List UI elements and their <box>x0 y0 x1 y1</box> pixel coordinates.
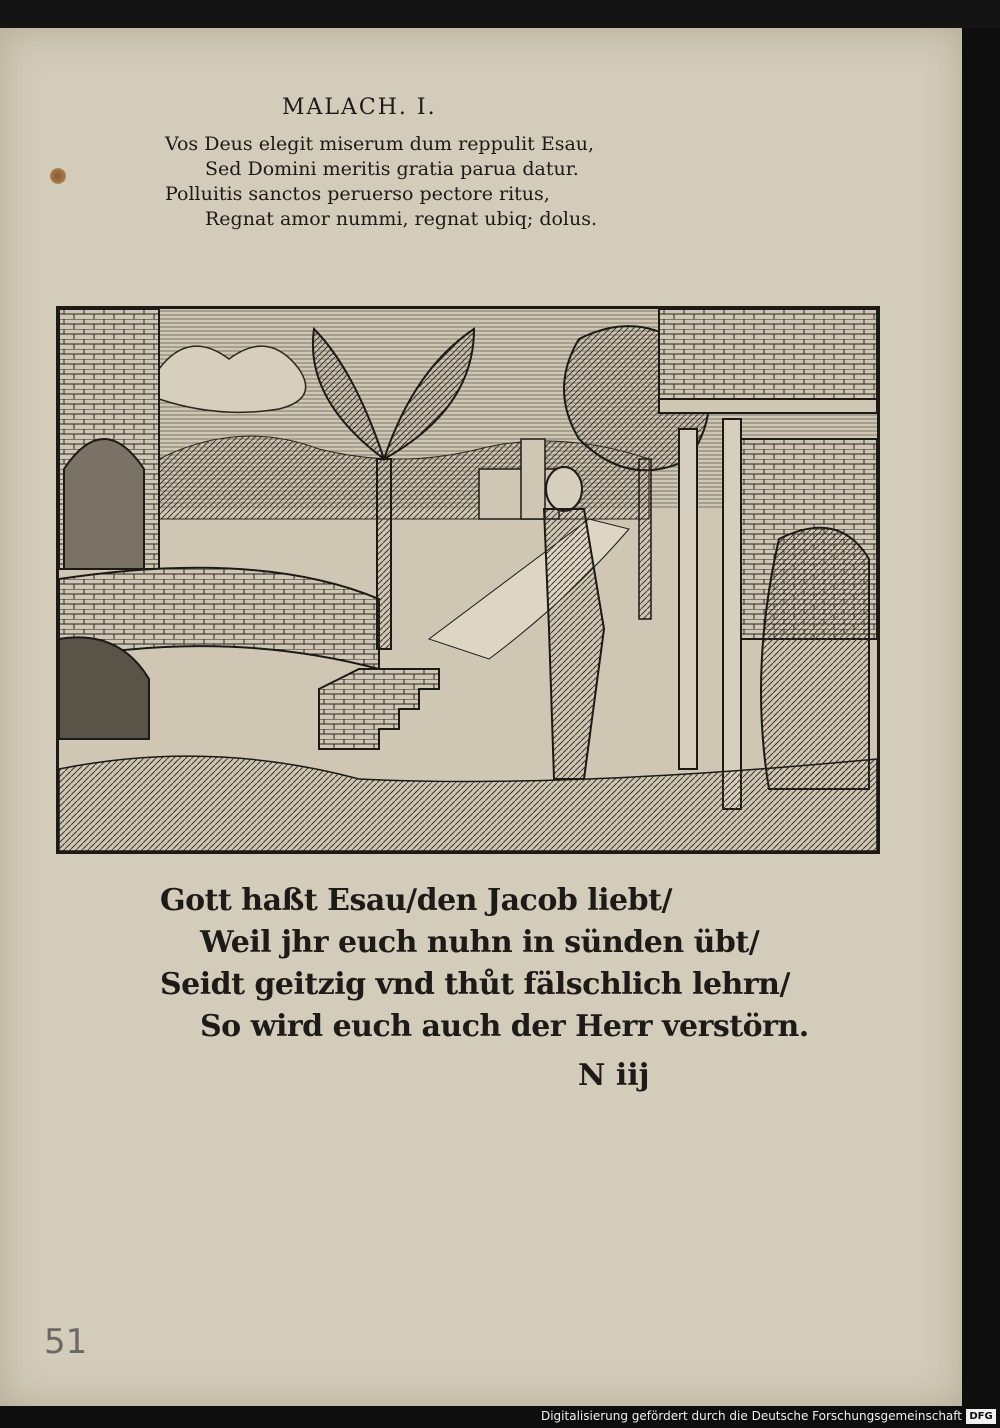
page-edge <box>962 28 1000 1406</box>
woodcut-illustration <box>56 306 880 854</box>
latin-verse-1: Vos Deus elegit miserum dum reppulit Esau, <box>165 133 595 155</box>
latin-verses <box>165 132 597 232</box>
german-verse-1: Gott haßt Esau/den Jacob liebt/ <box>160 883 672 918</box>
latin-verse-3: Polluitis sanctos peruerso pectore ritus, <box>165 183 550 205</box>
latin-verse-2: Sed Domini meritis gratia parua datur. <box>205 158 579 180</box>
german-verse-2: Weil jhr euch nuhn in sünden übt/ <box>200 925 760 960</box>
latin-verse-4: Regnat amor nummi, regnat ubiq; dolus. <box>205 208 598 230</box>
german-verse-3: Seidt geitzig vnd thůt fälschlich lehrn/ <box>160 967 790 1002</box>
german-verses <box>160 880 809 1048</box>
footer-bar <box>0 1406 1000 1428</box>
page-heading: MALACH. I. <box>282 95 437 120</box>
footer-credit: Digitalisierung gefördert durch die Deutsche Forschungsgemeinschaft <box>540 1409 962 1423</box>
pencil-page-number: 51 <box>44 1322 88 1362</box>
dfg-logo-icon: DFG <box>966 1409 996 1424</box>
signature-mark: N iij <box>578 1058 650 1093</box>
woodcut-scene-icon <box>59 309 877 851</box>
german-verse-4: So wird euch auch der Herr verstörn. <box>200 1009 809 1044</box>
ink-stain <box>50 168 66 184</box>
